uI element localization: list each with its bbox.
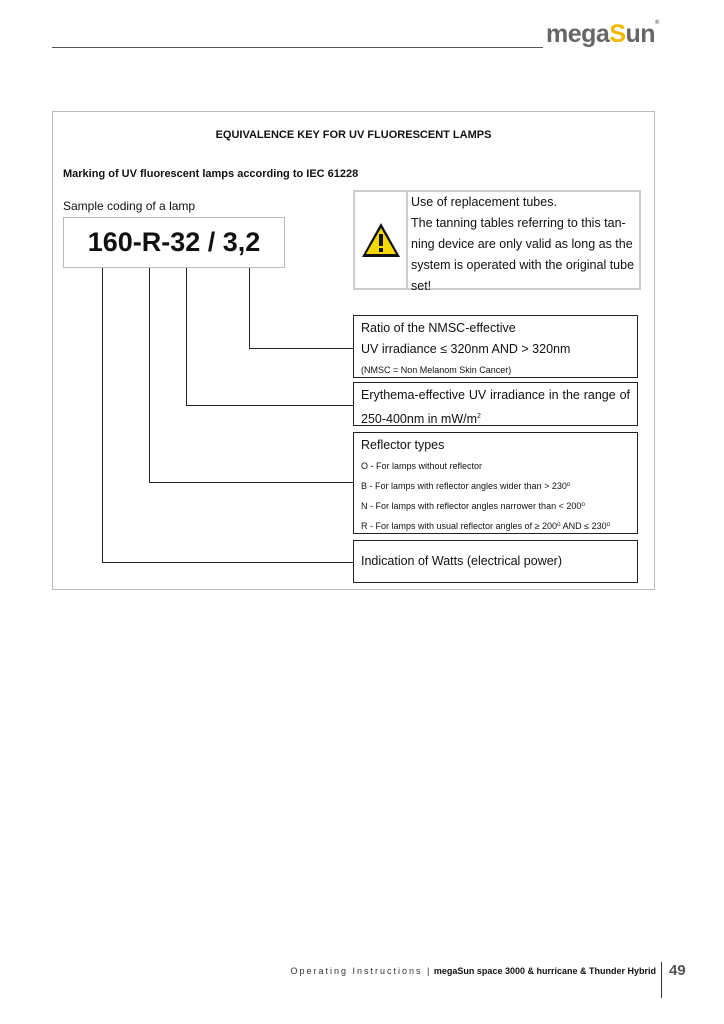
logo-text-end: un (625, 20, 656, 48)
footer-doc-label: Operating Instructions | (290, 966, 432, 976)
reflector-item: O - For lamps without reflector (361, 461, 483, 471)
erythema-box (353, 382, 638, 426)
logo-accent: S (609, 20, 626, 48)
connector-reflector (149, 268, 150, 483)
watts-text: Indication of Watts (electrical power) (361, 554, 563, 568)
connector-ratio-h (249, 348, 353, 349)
warning-line: system is operated with the original tube (411, 258, 635, 272)
subtitle: Marking of UV fluorescent lamps according to IEC 61228 (63, 168, 359, 180)
warning-line: Use of replacement tubes. (411, 195, 557, 209)
connector-ratio (249, 268, 250, 349)
watts-box (353, 540, 638, 583)
page-title: EQUIVALENCE KEY FOR UV FLUORESCENT LAMPS (215, 129, 492, 141)
reflector-box (353, 432, 638, 534)
warning-icon-cell (355, 192, 408, 288)
connector-watts-h (102, 562, 353, 563)
erythema-line2: 250-400nm in mW/m (361, 412, 478, 427)
ratio-line1: Ratio of the NMSC-effective (361, 321, 516, 335)
footer-product: megaSun space 3000 & hurricane & Thunder Hybrid (433, 966, 656, 976)
reflector-title: Reflector types (361, 438, 445, 452)
page-number: 49 (669, 962, 686, 979)
erythema-line1: Erythema-effective UV irradiance in the range of (361, 388, 630, 402)
sample-label: Sample coding of a lamp (63, 199, 196, 213)
connector-erythema (186, 268, 187, 406)
erythema-sup: 2 (477, 413, 481, 420)
connector-reflector-h (149, 482, 353, 483)
connector-watts (102, 268, 103, 563)
warning-triangle-icon (361, 222, 401, 258)
header-rule (52, 47, 543, 48)
sample-code-box: 160-R-32 / 3,2 (63, 217, 285, 268)
ratio-box (353, 315, 638, 378)
connector-erythema-h (186, 405, 353, 406)
ratio-note: (NMSC = Non Melanom Skin Cancer) (361, 365, 512, 375)
reflector-item: B - For lamps with reflector angles wider than > 230⁰ (361, 481, 571, 491)
reflector-item: R - For lamps with usual reflector angles of ≥ 200⁰ AND ≤ 230⁰ (361, 521, 611, 531)
ratio-line2: UV irradiance ≤ 320nm AND > 320nm (361, 342, 571, 356)
reflector-item: N - For lamps with reflector angles narrower than < 200⁰ (361, 501, 585, 511)
warning-line: The tanning tables referring to this tan- (411, 216, 626, 230)
warning-box (353, 190, 641, 293)
warning-line: ning device are only valid as long as the (411, 237, 633, 251)
logo-registered: ® (655, 20, 659, 26)
footer-divider (661, 962, 662, 998)
logo (546, 20, 659, 49)
logo-text: mega (546, 20, 610, 48)
warning-line: set! (411, 279, 432, 293)
footer-text (291, 966, 656, 976)
warning-text (411, 192, 639, 297)
